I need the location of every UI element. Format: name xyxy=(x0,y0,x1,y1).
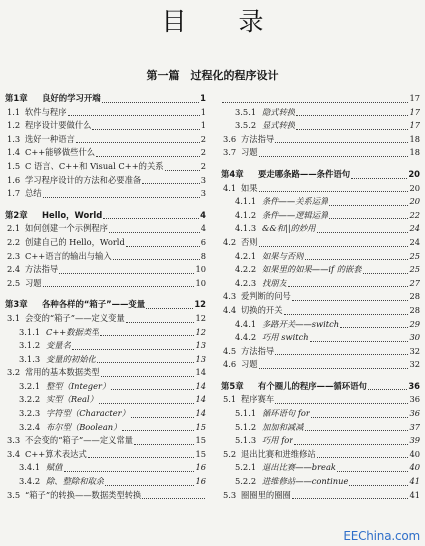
entry-title: 圈圈里的圈圈 xyxy=(241,489,291,500)
leader-dots xyxy=(288,286,409,287)
entry-number: 3.5.1 xyxy=(235,106,257,117)
page-number: 15 xyxy=(195,448,206,459)
section-gap xyxy=(5,290,206,298)
entry-number: 1.5 xyxy=(7,160,21,171)
toc-entry xyxy=(5,160,206,174)
entry-title: 程序赛车 xyxy=(241,394,275,405)
entry-title: 总结 xyxy=(25,188,42,199)
leader-dots xyxy=(305,430,409,431)
entry-number: 4.6 xyxy=(223,359,237,370)
entry-title: 条件——关系运算 xyxy=(262,196,329,207)
page-number: 12 xyxy=(195,326,206,337)
entry-title: &&和||的妙用 xyxy=(262,223,316,234)
entry-number: 4.2.3 xyxy=(235,277,257,288)
leader-dots xyxy=(88,457,195,458)
toc-entry xyxy=(221,92,420,106)
entry-title: 要走哪条路——条件语句 xyxy=(258,168,351,179)
leader-dots xyxy=(259,156,409,157)
toc-entry xyxy=(221,393,420,407)
page-number: 20 xyxy=(409,182,420,193)
page-number: 32 xyxy=(409,345,420,356)
toc-entry xyxy=(5,380,206,394)
leader-dots xyxy=(68,115,200,116)
entry-number: 5.1.3 xyxy=(235,435,257,446)
toc-entry xyxy=(5,250,206,264)
entry-title: 字符型（Character） xyxy=(46,408,130,419)
entry-number: 3.1 xyxy=(7,312,21,323)
entry-title: 会变的“箱子”——定义变量 xyxy=(25,312,125,323)
entry-number: 4.1 xyxy=(223,182,237,193)
entry-number: 3.5.2 xyxy=(235,120,257,131)
toc-entry xyxy=(5,326,206,340)
entry-number: 3.2.4 xyxy=(19,421,41,432)
section-gap xyxy=(221,372,420,380)
page-number: 17 xyxy=(409,106,420,117)
toc-entry xyxy=(5,133,206,147)
page-number: 4 xyxy=(200,223,206,234)
page-number: 30 xyxy=(409,332,420,343)
toc-entry xyxy=(221,345,420,359)
entry-number: 5.1.2 xyxy=(235,421,257,432)
page-number: 28 xyxy=(409,304,420,315)
entry-title: 退出比赛和进维修站 xyxy=(241,448,316,459)
page-number: 12 xyxy=(195,312,206,323)
leader-dots xyxy=(222,102,408,103)
entry-title: 如果 xyxy=(241,182,258,193)
page-number: 1 xyxy=(200,120,206,131)
page-number: 15 xyxy=(195,435,206,446)
leader-dots xyxy=(126,246,200,247)
leader-dots xyxy=(92,129,199,130)
entry-title: C++语言的输出与输入 xyxy=(25,250,112,261)
entry-title: 多路开关——switch xyxy=(262,318,340,329)
leader-dots xyxy=(100,335,194,336)
entry-number: 5.2.2 xyxy=(235,476,257,487)
entry-title: 如果与否则 xyxy=(262,250,304,261)
toc-entry xyxy=(221,331,420,345)
page-number: 27 xyxy=(409,277,420,288)
toc-entry xyxy=(221,318,420,332)
toc-entry xyxy=(221,407,420,421)
toc-entry xyxy=(5,187,206,201)
entry-title: 巧用 for xyxy=(262,435,294,446)
toc-entry xyxy=(221,236,420,250)
entry-title: 程序设计要做什么 xyxy=(25,120,92,131)
page-number: 4 xyxy=(200,209,206,220)
leader-dots xyxy=(122,430,194,431)
leader-dots xyxy=(349,485,408,486)
entry-number: 3.4.1 xyxy=(19,462,41,473)
entry-title: 否则 xyxy=(241,236,258,247)
leader-dots xyxy=(329,218,408,219)
entry-title: 常用的基本数据类型 xyxy=(25,367,100,378)
entry-number: 3.1.1 xyxy=(19,326,41,337)
toc-entry xyxy=(221,461,420,475)
toc-entry xyxy=(221,448,420,462)
entry-number: 1.6 xyxy=(7,174,21,185)
toc-entry xyxy=(5,448,206,462)
toc-entry xyxy=(221,119,420,133)
page-number: 22 xyxy=(409,209,420,220)
page-number: 16 xyxy=(195,462,206,473)
entry-title: 循环语句 for xyxy=(262,408,310,419)
leader-dots xyxy=(317,232,409,233)
entry-number: 3.2.1 xyxy=(19,380,41,391)
leader-dots xyxy=(102,102,200,103)
page-number: 15 xyxy=(195,421,206,432)
entry-number: 2.4 xyxy=(7,264,21,275)
toc-entry xyxy=(221,290,420,304)
toc-entry xyxy=(221,304,420,318)
leader-dots xyxy=(72,349,195,350)
entry-number: 5.2 xyxy=(223,448,237,459)
page-number: 14 xyxy=(195,408,206,419)
entry-title: C++算术表达式 xyxy=(25,448,87,459)
page-number: 24 xyxy=(409,236,420,247)
entry-title: 方法指导 xyxy=(25,264,59,275)
entry-title: C++能够做些什么 xyxy=(25,147,96,158)
page-number: 17 xyxy=(409,93,420,103)
page-number: 41 xyxy=(409,489,420,500)
leader-dots xyxy=(142,183,200,184)
leader-dots xyxy=(259,368,409,369)
entry-title: 条件——逻辑运算 xyxy=(262,209,329,220)
entry-title: C 语言、C++和 Visual C++的关系 xyxy=(25,160,164,171)
leader-dots xyxy=(111,389,194,390)
toc-entry xyxy=(5,222,206,236)
toc-entry xyxy=(221,489,420,503)
entry-title: 如何创建一个示例程序 xyxy=(25,223,108,234)
entry-title: 学习程序设计的方法和必要准备 xyxy=(25,174,142,185)
entry-title: 爱判断的问号 xyxy=(241,291,291,302)
toc-heading: 目 录 xyxy=(161,7,286,36)
entry-number: 1.1 xyxy=(7,106,21,117)
page-number: 3 xyxy=(200,174,206,185)
leader-dots xyxy=(97,362,195,363)
page-number: 3 xyxy=(200,188,206,199)
toc-entry xyxy=(5,339,206,353)
entry-number: 第1章 xyxy=(5,93,28,103)
page-number: 37 xyxy=(409,421,420,432)
entry-number: 2.3 xyxy=(7,250,21,261)
toc-chapter-entry xyxy=(221,380,420,394)
toc-entry xyxy=(5,236,206,250)
toc-entry xyxy=(5,146,206,160)
page-number: 25 xyxy=(409,264,420,275)
leader-dots xyxy=(275,142,408,143)
entry-title: 不会变的“箱子”——定义常量 xyxy=(25,435,134,446)
entry-number: 3.4 xyxy=(7,448,21,459)
entry-number: 2.5 xyxy=(7,277,21,288)
entry-number: 3.7 xyxy=(223,147,237,158)
entry-number: 4.4.2 xyxy=(235,332,257,343)
leader-dots xyxy=(351,178,407,179)
toc-entry xyxy=(221,133,420,147)
entry-title: 切换的开关 xyxy=(241,304,283,315)
entry-number: 1.2 xyxy=(7,120,21,131)
section-gap xyxy=(221,160,420,168)
page-number: 6 xyxy=(200,236,206,247)
entry-number: 4.2 xyxy=(223,236,237,247)
entry-title: 习题 xyxy=(241,147,258,158)
leader-dots xyxy=(317,457,409,458)
page-number: 20 xyxy=(409,196,420,207)
toc-entry xyxy=(5,277,206,291)
section-gap xyxy=(5,201,206,209)
page-number: 36 xyxy=(408,380,420,391)
part-title: 第一篇 过程化的程序设计 xyxy=(146,69,279,82)
leader-dots xyxy=(126,322,195,323)
entry-number: 3.5 xyxy=(7,489,21,500)
entry-number: 4.4.1 xyxy=(235,318,257,329)
entry-title: 如果里的如果——if 的嵌套 xyxy=(262,264,362,275)
page-number: 1 xyxy=(200,106,206,117)
leader-dots xyxy=(103,218,199,219)
entry-number: 4.1.2 xyxy=(235,209,257,220)
toc-chapter-entry xyxy=(5,209,206,223)
entry-number: 3.2.2 xyxy=(19,394,41,405)
leader-dots xyxy=(101,376,195,377)
entry-title: 布尔型（Boolean） xyxy=(46,421,122,432)
leader-dots xyxy=(105,485,194,486)
leader-dots xyxy=(311,417,409,418)
leader-dots xyxy=(337,471,408,472)
entry-title: 巧用 switch xyxy=(262,332,309,343)
leader-dots xyxy=(259,246,409,247)
leader-dots xyxy=(310,341,409,342)
entry-title: 进维修站——continue xyxy=(262,476,349,487)
toc-entry xyxy=(221,222,420,236)
entry-number: 3.1.2 xyxy=(19,340,41,351)
entry-number: 3.1.3 xyxy=(19,353,41,364)
entry-title: “箱子”的转换——数据类型转换 xyxy=(25,489,142,500)
toc-entry xyxy=(5,353,206,367)
toc-entry xyxy=(221,146,420,160)
toc-column-right xyxy=(221,92,420,502)
entry-number: 4.1.3 xyxy=(235,223,257,234)
entry-number: 第3章 xyxy=(5,299,28,310)
entry-number: 4.3 xyxy=(223,291,237,302)
entry-title: 变量的初始化 xyxy=(46,353,96,364)
entry-title: 变量名 xyxy=(46,340,71,351)
entry-number: 1.7 xyxy=(7,188,21,199)
leader-dots xyxy=(96,156,200,157)
leader-dots xyxy=(275,403,408,404)
toc-entry xyxy=(5,421,206,435)
entry-number: 第2章 xyxy=(5,209,28,220)
entry-number: 4.1.1 xyxy=(235,196,257,207)
leader-dots xyxy=(259,191,409,192)
page-number: 16 xyxy=(195,476,206,487)
leader-dots xyxy=(142,498,205,499)
entry-number: 1.3 xyxy=(7,133,21,144)
leader-dots xyxy=(284,314,409,315)
leader-dots xyxy=(292,300,409,301)
toc-entry xyxy=(5,393,206,407)
leader-dots xyxy=(131,417,195,418)
entry-number: 2.1 xyxy=(7,223,21,234)
toc-entry xyxy=(5,366,206,380)
page-number: 36 xyxy=(409,408,420,419)
page-number: 39 xyxy=(409,435,420,446)
page-number: 29 xyxy=(409,318,420,329)
entry-title: 显式转换 xyxy=(262,120,296,131)
entry-title: C++数据类型 xyxy=(46,326,100,337)
toc-entry xyxy=(5,434,206,448)
toc-entry xyxy=(221,263,420,277)
entry-number: 5.1.1 xyxy=(235,408,257,419)
toc-entry xyxy=(221,182,420,196)
entry-title: 习题 xyxy=(25,277,42,288)
page-number: 40 xyxy=(409,448,420,459)
leader-dots xyxy=(294,444,408,445)
entry-number: 第4章 xyxy=(221,168,244,179)
toc-chapter-entry xyxy=(221,168,420,182)
entry-number: 2.2 xyxy=(7,236,21,247)
page-number: 40 xyxy=(409,462,420,473)
entry-title: 软件与程序 xyxy=(25,106,67,117)
entry-title: 加加和减减 xyxy=(262,421,304,432)
entry-number: 1.4 xyxy=(7,147,21,158)
entry-title: 良好的学习开端 xyxy=(42,93,101,103)
page-number: 10 xyxy=(195,277,206,288)
toc-entry xyxy=(221,434,420,448)
leader-dots xyxy=(296,115,408,116)
page-number: 41 xyxy=(409,476,420,487)
toc-entry xyxy=(5,106,206,120)
toc-entry xyxy=(221,421,420,435)
toc-entry xyxy=(5,174,206,188)
entry-number: 4.2.2 xyxy=(235,264,257,275)
page-number: 1 xyxy=(200,93,206,103)
toc-entry xyxy=(5,312,206,326)
entry-number: 3.3 xyxy=(7,435,21,446)
entry-title: 方法指导 xyxy=(241,133,275,144)
entry-title: 隐式转换 xyxy=(262,106,296,117)
page-number: 25 xyxy=(409,250,420,261)
page-number: 8 xyxy=(200,250,206,261)
entry-title: 退出比赛——break xyxy=(262,462,336,473)
entry-title: 创建自己的 Hello，World xyxy=(25,236,125,247)
leader-dots xyxy=(292,498,409,499)
page-number: 17 xyxy=(409,120,420,131)
toc-entry xyxy=(5,407,206,421)
entry-number: 4.4 xyxy=(223,304,237,315)
toc-entry xyxy=(221,209,420,223)
toc-chapter-entry xyxy=(5,298,206,312)
leader-dots xyxy=(340,327,408,328)
entry-title: 找朋友 xyxy=(262,277,287,288)
page-number: 36 xyxy=(409,394,420,405)
page-number: 13 xyxy=(195,340,206,351)
leader-dots xyxy=(368,389,407,390)
entry-title: Hello，World xyxy=(42,209,103,220)
page-number: 32 xyxy=(409,359,420,370)
leader-dots xyxy=(329,205,408,206)
toc-entry xyxy=(221,106,420,120)
entry-number: 4.5 xyxy=(223,345,237,356)
page-number: 12 xyxy=(194,299,206,310)
toc-entry xyxy=(221,250,420,264)
entry-title: 整型（Integer） xyxy=(46,380,111,391)
toc-entry xyxy=(5,489,206,503)
leader-dots xyxy=(363,273,409,274)
leader-dots xyxy=(64,471,195,472)
entry-number: 5.1 xyxy=(223,394,237,405)
entry-title: 习题 xyxy=(241,359,258,370)
leader-dots xyxy=(76,142,200,143)
leader-dots xyxy=(43,197,200,198)
page-number: 2 xyxy=(200,147,206,158)
entry-title: 实型（Real） xyxy=(46,394,98,405)
toc-entry xyxy=(221,358,420,372)
page-number: 14 xyxy=(195,367,206,378)
page-number: 14 xyxy=(195,380,206,391)
leader-dots xyxy=(275,354,408,355)
entry-title: 除、整除和取余 xyxy=(46,476,105,487)
entry-title: 赋值 xyxy=(46,462,63,473)
page-number: 14 xyxy=(195,394,206,405)
toc-entry xyxy=(5,119,206,133)
entry-title: 有个圈儿的程序——循环语句 xyxy=(258,380,367,391)
page-number: 18 xyxy=(409,147,420,158)
entry-number: 3.6 xyxy=(223,133,237,144)
leader-dots xyxy=(146,308,193,309)
page-number: 10 xyxy=(195,264,206,275)
page-number: 28 xyxy=(409,291,420,302)
entry-number: 第5章 xyxy=(221,380,244,391)
page-number: 13 xyxy=(195,353,206,364)
leader-dots xyxy=(134,444,194,445)
leader-dots xyxy=(296,129,408,130)
leader-dots xyxy=(165,170,200,171)
leader-dots xyxy=(59,273,194,274)
page-number: 2 xyxy=(200,133,206,144)
entry-title: 各种各样的“箱子”——变量 xyxy=(42,299,146,310)
entry-title: 选好一种语言 xyxy=(25,133,75,144)
toc-entry xyxy=(221,277,420,291)
toc-chapter-entry xyxy=(5,92,206,106)
page-number: 20 xyxy=(408,168,420,179)
leader-dots xyxy=(99,403,194,404)
entry-number: 5.3 xyxy=(223,489,237,500)
toc-entry xyxy=(5,263,206,277)
toc-entry xyxy=(221,475,420,489)
entry-number: 3.2.3 xyxy=(19,408,41,419)
leader-dots xyxy=(113,259,200,260)
entry-number: 5.2.1 xyxy=(235,462,257,473)
leader-dots xyxy=(43,286,195,287)
page-number: 18 xyxy=(409,133,420,144)
page-number: 24 xyxy=(409,223,420,234)
leader-dots xyxy=(305,259,409,260)
toc-entry xyxy=(221,195,420,209)
entry-number: 3.2 xyxy=(7,367,21,378)
toc-entry xyxy=(5,475,206,489)
entry-title: 方法指导 xyxy=(241,345,275,356)
entry-number: 3.4.2 xyxy=(19,476,41,487)
toc-column-left xyxy=(5,92,206,502)
watermark: EEChina.com xyxy=(343,529,420,543)
entry-number: 4.2.1 xyxy=(235,250,257,261)
page-number: 2 xyxy=(200,160,206,171)
leader-dots xyxy=(109,232,200,233)
toc-entry xyxy=(5,461,206,475)
